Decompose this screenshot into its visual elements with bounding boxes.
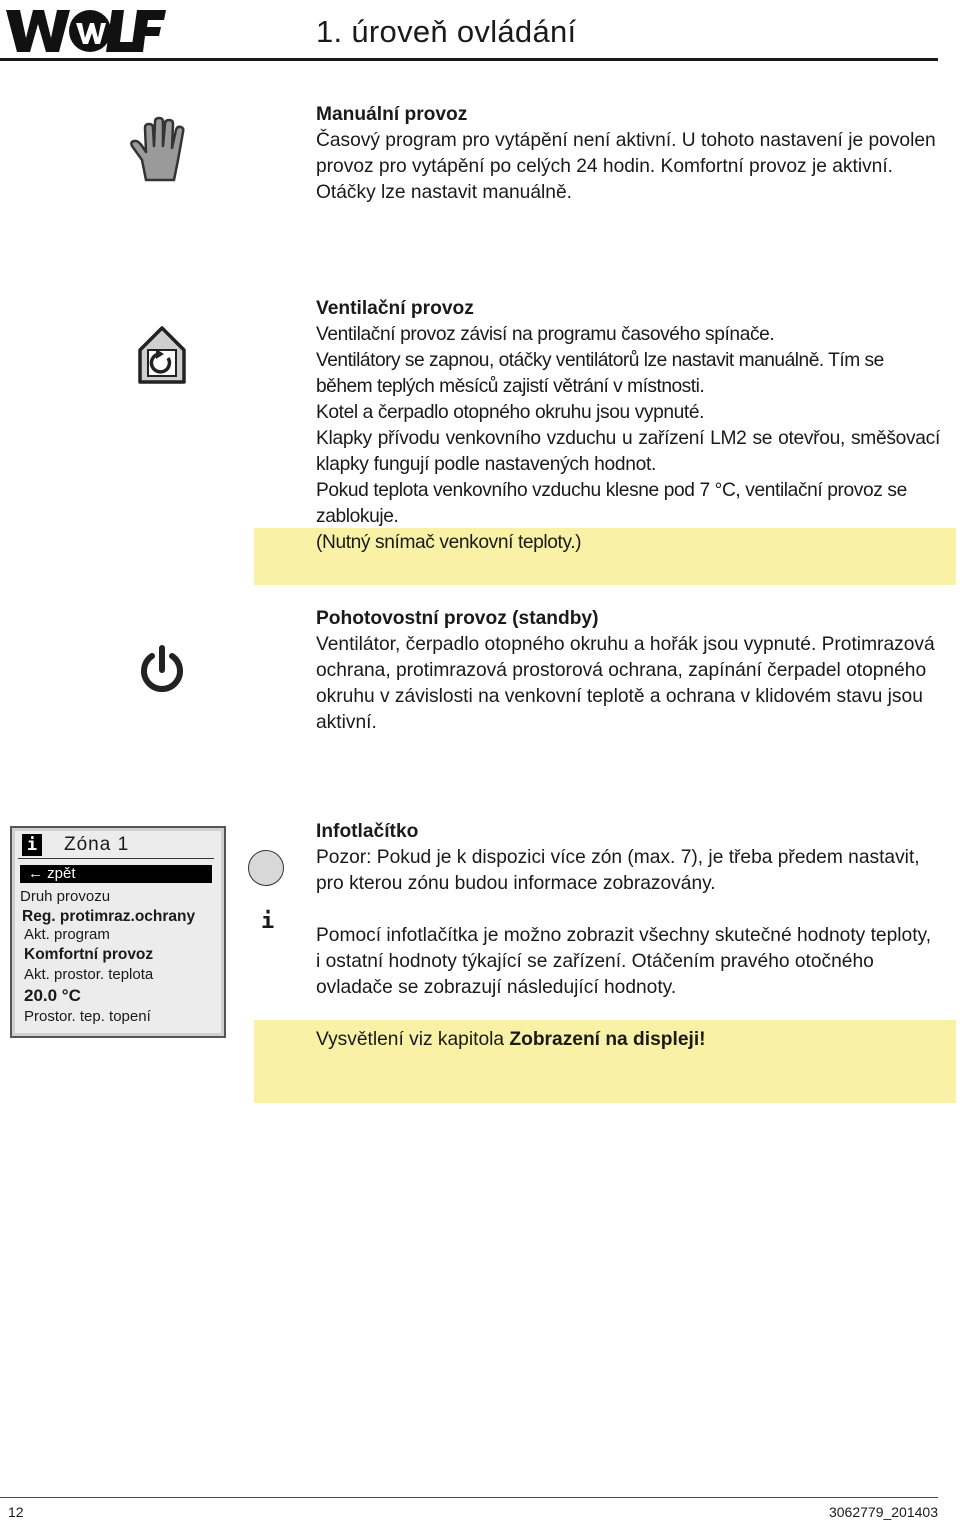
standby-heading: Pohotovostní provoz (standby) xyxy=(316,608,599,629)
ventilation-line: (Nutný snímač venkovní teploty.) xyxy=(316,532,582,553)
display-divider xyxy=(18,858,214,859)
display-screen xyxy=(10,826,226,1038)
ventilation-section xyxy=(316,296,940,556)
info-heading: Infotlačítko xyxy=(316,821,419,842)
ventilation-line: Klapky přívodu venkovního vzduchu u zařízení LM2 se otevřou, směšovací klapky fungují podle nastavených hodnot. xyxy=(316,428,940,475)
display-line: Druh provozu xyxy=(20,888,111,905)
ventilation-line: Pokud teplota venkovního vzduchu klesne pod 7 °C, ventilační provoz se zablokuje. xyxy=(316,480,907,527)
display-line: Reg. protimraz.ochrany xyxy=(22,908,196,925)
display-back-item[interactable] xyxy=(20,865,212,883)
info-reference-link: Zobrazení na displeji! xyxy=(509,1029,706,1050)
manual-text: Časový program pro vytápění není aktivní. U tohoto nastavení je povolen provoz pro vytápění po celých 24 hodin. Komfortní provoz je aktivní. Otáčky lze nastavit manuálně. xyxy=(316,130,936,203)
info-button-label: i xyxy=(261,909,275,934)
display-zone-label: Zóna 1 xyxy=(64,834,130,855)
page-number: 12 xyxy=(8,1504,24,1520)
document-number: 3062779_201403 xyxy=(828,1504,938,1520)
display-header xyxy=(20,834,216,856)
info-paragraph: Pomocí infotlačítka je možno zobrazit všechny skutečné hodnoty teploty, i ostatní hodnoty týkající se zařízení. Otáčením pravého otočného ovladače se zobrazují následující hodnoty. xyxy=(316,925,932,998)
info-reference-prefix: Vysvětlení viz kapitola xyxy=(316,1029,510,1050)
display-line: Komfortní provoz xyxy=(24,946,154,963)
hand-icon xyxy=(128,116,190,184)
info-paragraph xyxy=(316,1027,940,1053)
info-button-knob[interactable] xyxy=(248,850,284,886)
manual-heading: Manuální provoz xyxy=(316,104,468,125)
display-line: Akt. prostor. teplota xyxy=(24,966,154,983)
header-rule xyxy=(0,58,938,61)
info-section xyxy=(316,819,940,1053)
ventilation-line: Ventilační provoz závisí na programu časového spínače. xyxy=(316,324,775,345)
page-title: 1. úroveň ovládání xyxy=(316,14,577,49)
wolf-logo xyxy=(6,8,166,54)
power-icon xyxy=(138,644,186,696)
display-line: 20.0 °C xyxy=(24,986,81,1005)
ventilation-heading: Ventilační provoz xyxy=(316,298,474,319)
display-line: Akt. program xyxy=(24,926,110,943)
back-arrow-icon: ← xyxy=(28,865,48,882)
display-back-label: zpět xyxy=(47,865,76,882)
manual-section xyxy=(316,102,940,206)
house-ventilation-icon xyxy=(134,324,190,384)
ventilation-line: Kotel a čerpadlo otopného okruhu jsou vypnuté. xyxy=(316,402,705,423)
ventilation-line: Ventilátory se zapnou, otáčky ventilátorů lze nastavit manuálně. Tím se během teplých měsíců zajistí větrání v místnosti. xyxy=(316,350,884,397)
standby-section xyxy=(316,606,940,736)
display-line: Prostor. tep. topení xyxy=(24,1008,151,1025)
footer-rule xyxy=(0,1497,938,1498)
standby-text: Ventilátor, čerpadlo otopného okruhu a hořák jsou vypnuté. Protimrazová ochrana, protimrazová prostorová ochrana, zapínání čerpadel otopného okruhu v závislosti na venkovní teplotě a ochrana v klidovém stavu jsou aktivní. xyxy=(316,634,935,733)
info-icon: i xyxy=(22,834,42,856)
info-paragraph: Pozor: Pokud je k dispozici více zón (max. 7), je třeba předem nastavit, pro kterou zónu budou informace zobrazovány. xyxy=(316,847,920,894)
